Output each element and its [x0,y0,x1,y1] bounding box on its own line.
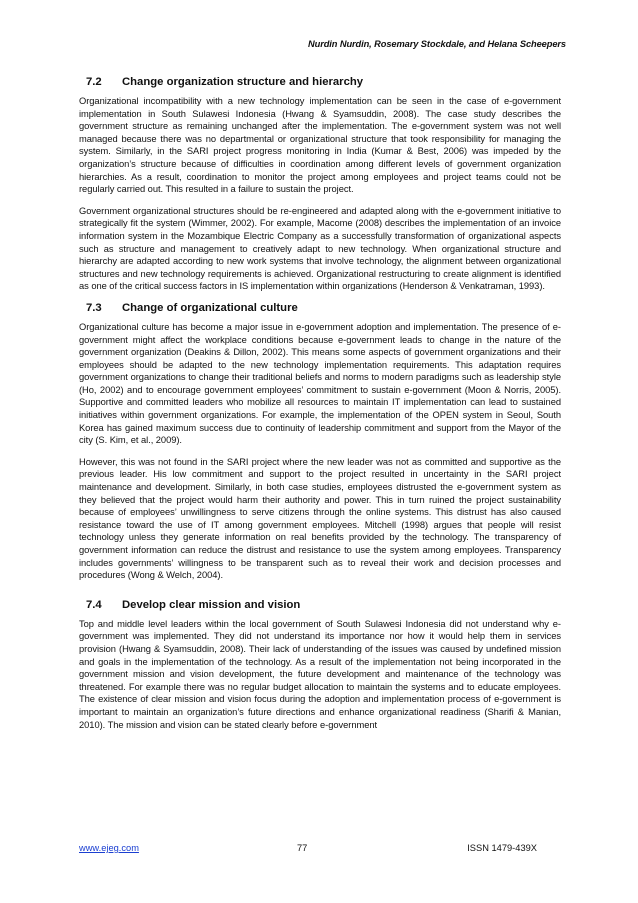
section-number: 7.2 [86,76,102,88]
section-title: Develop clear mission and vision [122,598,301,611]
paragraph: Government organizational structures should be re-engineered and adapted along with the e-government initiative to strategically fit the system (Wimmer, 2002). For example, Macome (2008) describes the implementation of an invoice information system in the Mozambique Electric Company as a successfully transformation of organizational aspects such as structure and management to creatively adapt to new technology. When organizational structure and hierarchy are adapted according to new work systems that involve technology, the alignment between organizational structures and new technology requirements is achieved. Organizational restructuring to create alignment is identified as one of the critical success factors in IS implementation within organizations (Henderson & Venkatraman, 1993). [79,205,561,292]
section-7-2 [79,76,561,293]
section-title: Change organization structure and hierarchy [122,76,364,88]
paragraph: However, this was not found in the SARI project where the new leader was not as committed and supportive as the previous leader. His low commitment and support to the project resulted in uncertainty in the SARI project maintenance and development. Similarly, in both case studies, employees distrusted the e-government system as they believed that the project would harm their authority and power. This in turn ruined the project sustainability because of employees’ unwillingness to serve citizens through the online systems. This distrust has also caused resistance toward the use of IT among government employees. Mitchell (1998) argues that people will resist technology unless they generate information on real benefits provided by the technology. The transparency of government information can reduce the distrust and resistance to use the system among employees. Transparency includes governments’ willingness to be transparent such as to reveal their work and decision processes and procedures (Wong & Welch, 2004). [79,456,561,581]
paragraph: Organizational incompatibility with a new technology implementation can be seen in the case of e-government implementation in South Sulawesi Indonesia (Hwang & Syamsuddin, 2008). The case study describes the government structure as remaining unchanged after the implementation. The e-government system was not well managed because there was no departmental or organizational structure that took responsibility for managing the system. Similarly, in the SARI project progress monitoring in India (Kumar & Best, 2006) was impeded by the organization’s structure because of difficulties in coordination among different levels of government organization hierarchies. As a result, coordination to monitor the project among employees and project teams could not be regularly carried out. This resulted in a failure to sustain the project. [79,96,561,195]
paragraph: Organizational culture has become a major issue in e-government adoption and implementation. The presence of e-government might affect the workplace conditions because e-government leads to change in the nature of the government organization (Deakins & Dillon, 2002). This means some aspects of government organizations and their employees should be adapted to the new technology implementation requirements. This adaptation requires government organizations to change their traditional beliefs and norms to modern paradigms such as leadership style (Ho, 2002) and to encourage government employees’ commitment to sustain e-government (Moon & Norris, 2005). Supportive and committed leaders who mobilize all resources to maintain IT implementation can lead to sustained initiatives within government organizations. For example, the implementation of the OPEN system in Seoul, South Korea has gained maximum success due to continuity of leadership commitment and support from the Mayor of the city (S. Kim, et al., 2009). [79,321,561,446]
issn-label: ISSN 1479-439X [467,843,537,853]
paragraph: Top and middle level leaders within the local government of South Sulawesi Indonesia did not understand why e-government was implemented. They did not understand its importance nor how it would help them in services provision (Hwang & Syamsuddin, 2008). Their lack of understanding of the issues was caused by undefined mission and goals in the implementation of the technology. As a result of the implementation not being incorporated in the government mission and vision development, the future development and maintenance of the technology was threatened. For example there was no regular budget allocation to maintain the systems and to educate employees. The existence of clear mission and vision focus during the adoption and implementation process of e-government is important to maintain an organization’s future directions and enhance organizational readiness (Sharifi & Manian, 2010). The mission and vision can be stated clearly before e-government [79,618,561,730]
section-number: 7.4 [86,598,102,611]
section-title: Change of organizational culture [122,301,298,314]
body-content [79,76,561,740]
section-heading [86,599,561,611]
section-heading [86,302,561,314]
page-footer [79,843,561,857]
running-header-authors: Nurdin Nurdin, Rosemary Stockdale, and Helana Scheepers [308,39,566,49]
page-number: 77 [297,843,308,853]
journal-link[interactable]: www.ejeg.com [79,843,139,853]
section-7-3 [79,302,561,582]
section-heading [86,76,561,88]
section-number: 7.3 [86,301,102,314]
section-7-4 [79,599,561,731]
